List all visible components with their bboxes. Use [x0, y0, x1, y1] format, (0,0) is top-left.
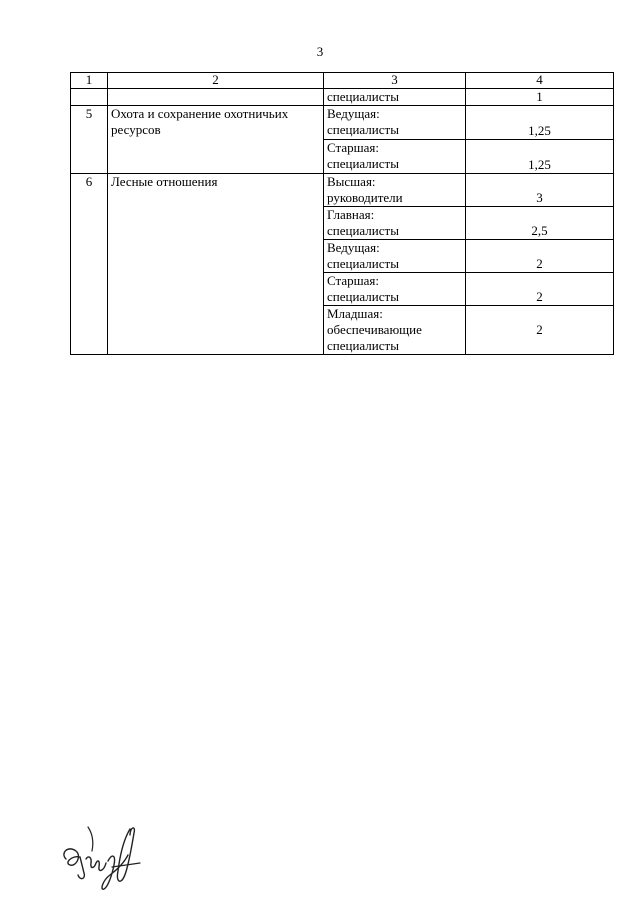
row-name-cell [108, 89, 324, 106]
row-number-cell: 6 [71, 174, 108, 355]
category-label: Главная: [327, 207, 375, 222]
position-cell [324, 106, 466, 140]
position-label: руководители [327, 190, 403, 205]
column-header-3: 3 [324, 73, 466, 89]
value-cell: 1 [466, 89, 614, 106]
column-header-1: 1 [71, 73, 108, 89]
category-label: Старшая: [327, 273, 379, 288]
value-cell: 2 [466, 273, 614, 306]
table-row [71, 89, 614, 106]
table-row [71, 174, 614, 207]
staffing-table [70, 72, 614, 355]
position-cell [324, 140, 466, 174]
position-label: специалисты [327, 256, 399, 271]
position-cell [324, 174, 466, 207]
position-label: специалисты [327, 289, 399, 304]
page-number: 3 [316, 44, 324, 59]
handwritten-signature [58, 815, 148, 895]
category-label: Ведущая: [327, 240, 380, 255]
position-label: специалисты [327, 122, 399, 137]
position-cell [324, 273, 466, 306]
column-header-2: 2 [108, 73, 324, 89]
position-cell: специалисты [324, 89, 466, 106]
column-header-4: 4 [466, 73, 614, 89]
position-cell [324, 207, 466, 240]
category-label: Ведущая: [327, 106, 380, 121]
value-cell: 2 [466, 306, 614, 355]
category-label: Высшая: [327, 174, 376, 189]
row-number-cell [71, 89, 108, 106]
row-name-cell: Охота и сохранение охотничьих ресурсов [108, 106, 324, 174]
position-label: специалисты [327, 156, 399, 171]
table-header-row [71, 73, 614, 89]
value-cell: 2,5 [466, 207, 614, 240]
category-label: Старшая: [327, 140, 379, 155]
value-cell: 3 [466, 174, 614, 207]
row-name-cell: Лесные отношения [108, 174, 324, 355]
row-number-cell: 5 [71, 106, 108, 174]
value-cell: 2 [466, 240, 614, 273]
table-row [71, 106, 614, 140]
value-cell: 1,25 [466, 106, 614, 140]
position-cell [324, 306, 466, 355]
position-cell [324, 240, 466, 273]
category-label: Младшая: [327, 306, 383, 321]
position-label: специалисты [327, 223, 399, 238]
position-label: обеспечивающие специалисты [327, 322, 422, 353]
value-cell: 1,25 [466, 140, 614, 174]
